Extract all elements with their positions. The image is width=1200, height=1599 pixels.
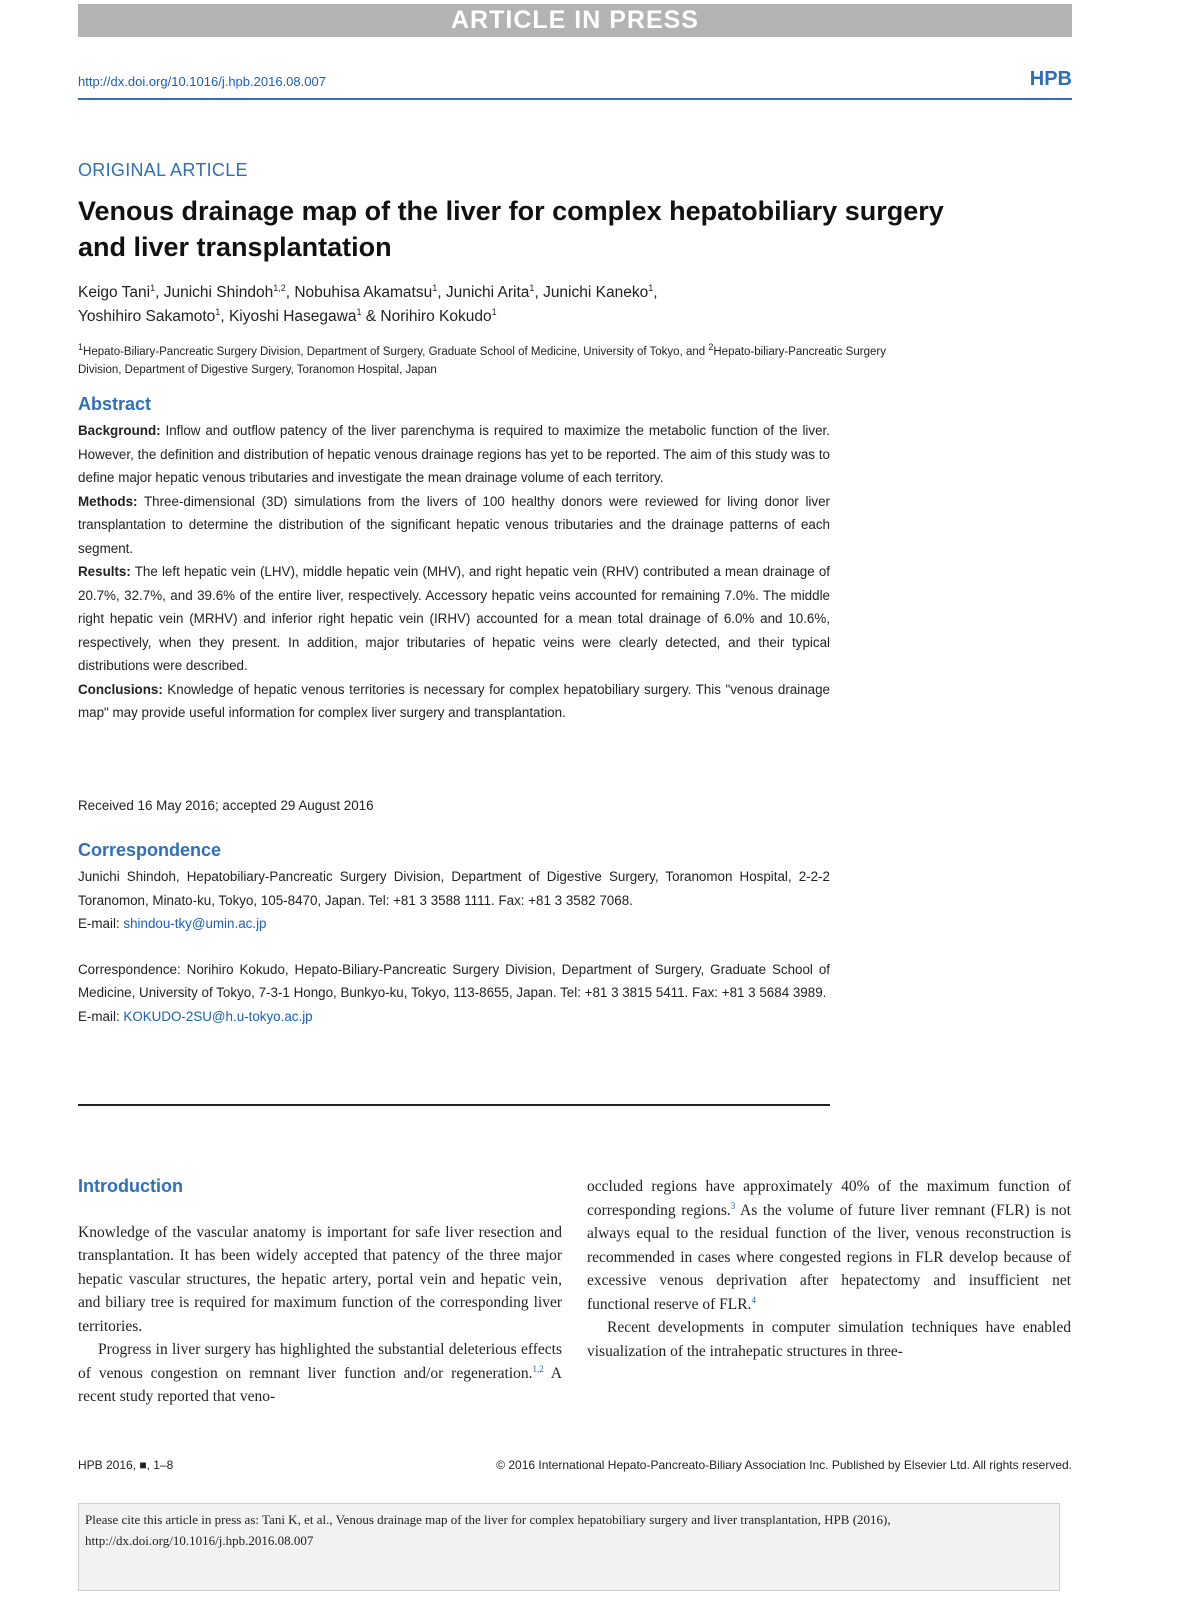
author-affiliation-mark: 1 <box>150 282 156 293</box>
author-affiliation-mark: 1 <box>356 306 362 317</box>
author-name: Keigo Tani <box>78 284 151 301</box>
author-name: Norihiro Kokudo <box>380 308 492 325</box>
conclusions-text: Knowledge of hepatic venous territories is necessary for complex hepatobiliary surgery. This "venous drainage map" may provide useful information for complex liver surgery and transplantation. <box>78 681 830 720</box>
background-text: Inflow and outflow patency of the liver parenchyma is required to maximize the metabolic function of the liver. However, the definition and distribution of hepatic venous drainage regions has yet to be reported. The aim of this study was to define major hepatic venous tributaries and investigate the mean drainage volume of each territory. <box>78 423 830 485</box>
author-affiliation-mark: 1 <box>491 306 497 317</box>
citation-text: Please cite this article in press as: Tani K, et al., Venous drainage map of the liver for complex hepatobiliary surgery and liver transplantation, HPB (2016), http://dx.doi.org/10.1016/j.hpb.2016.08.007 <box>85 1512 891 1548</box>
correspondence-email-line <box>78 912 830 936</box>
journal-name: HPB <box>1029 68 1072 90</box>
citation-box <box>78 1503 1060 1591</box>
intro-continued-text-a: occluded regions have approximately 40% of the maximum function of corresponding regions. <box>587 1178 1071 1219</box>
correspondence-email-line <box>78 1005 830 1029</box>
author-name: Junichi Shindoh <box>163 284 274 301</box>
affiliation-1: Hepato-Biliary-Pancreatic Surgery Division, Department of Surgery, Graduate School of Medicine, University of Tokyo, and <box>83 346 709 358</box>
correspondence-heading: Correspondence <box>78 840 222 860</box>
abstract-divider <box>78 1104 830 1106</box>
reference-link[interactable]: 4 <box>751 1294 756 1305</box>
abstract-background <box>78 419 830 490</box>
affiliations <box>78 343 930 379</box>
body-column-left <box>78 1175 562 1409</box>
article-type: ORIGINAL ARTICLE <box>78 160 248 180</box>
intro-paragraph-3: Recent developments in computer simulation techniques have enabled visualization of the intrahepatic structures in three- <box>587 1319 1071 1360</box>
intro-paragraph-2 <box>78 1338 562 1409</box>
abstract-conclusions <box>78 678 830 725</box>
author-affiliation-mark: 1,2 <box>273 282 286 293</box>
doi-link[interactable]: http://dx.doi.org/10.1016/j.hpb.2016.08.007 <box>78 74 326 89</box>
methods-text: Three-dimensional (3D) simulations from the livers of 100 healthy donors were reviewed for living donor liver transplantation to determine the distribution of the significant hepatic venous tributaries and the drainage patterns of each segment. <box>78 493 830 556</box>
methods-label: Methods: <box>78 493 138 509</box>
body-column-right <box>587 1175 1071 1363</box>
results-label: Results: <box>78 564 131 579</box>
affiliation-mark: 1 <box>78 342 84 353</box>
author-list: Keigo Tani$^1$, Junichi Shindoh$^{1,2}$, Nobuhisa Akamatsu$^1$, Junichi Arita$^1$, Junichi Kaneko$^1$, Yoshihiro Sakamoto$^1$, Kiyoshi Hasegawa$^1$ & Norihiro Kokudo$^1$ <box>78 282 658 325</box>
intro-paragraph-2-text: Progress in liver surgery has highlighted the substantial deleterious effects of venous congestion on remnant liver function and/or regeneration. <box>78 1341 562 1382</box>
author-affiliation-mark: 1 <box>648 282 654 293</box>
intro-continued-text-b: As the volume of future liver remnant (FLR) is not always equal to the residual function of the liver, venous reconstruction is recommended in cases where congested regions in FLR develop because of excessive venous deprivation after hepatectomy and insufficient net functional reserve of FLR. <box>587 1201 1071 1313</box>
affiliation-mark: 2 <box>708 342 714 353</box>
article-title: Venous drainage map of the liver for complex hepatobiliary surgery and liver transplantation <box>78 196 944 262</box>
intro-paragraph-continued <box>587 1175 1071 1316</box>
abstract-section <box>78 394 830 725</box>
author-affiliation-mark: 1 <box>215 306 221 317</box>
received-dates: Received 16 May 2016; accepted 29 August 2016 <box>78 798 374 813</box>
author-name: Nobuhisa Akamatsu <box>294 284 433 301</box>
email-link-kokudo[interactable]: KOKUDO-2SU@h.u-tokyo.ac.jp <box>123 1008 313 1024</box>
reference-link[interactable]: 1,2 <box>532 1363 544 1374</box>
abstract-heading: Abstract <box>78 394 152 414</box>
correspondence-section <box>78 840 830 1028</box>
introduction-heading: Introduction <box>78 1176 183 1196</box>
email-label: E-mail: <box>78 1008 124 1024</box>
correspondence-first: Junichi Shindoh, Hepatobiliary-Pancreatic Surgery Division, Department of Digestive Surgery, Toranomon Hospital, 2-2-2 Toranomon, Minato-ku, Tokyo, 105-8470, Japan. Tel: +81 3 3588 1111. Fax: +81 3 3582 7068. <box>78 869 830 908</box>
spacer <box>78 936 830 958</box>
correspondence-second: Correspondence: Norihiro Kokudo, Hepato-Biliary-Pancreatic Surgery Division, Department of Surgery, Graduate School of Medicine, University of Tokyo, 7-3-1 Hongo, Bunkyo-ku, Tokyo, 113-8655, Japan. Tel: +81 3 3815 5411. Fax: +81 3 5684 3989. <box>78 961 830 1000</box>
author-affiliation-mark: 1 <box>529 282 535 293</box>
author-name: Junichi Arita <box>445 284 530 301</box>
results-text: The left hepatic vein (LHV), middle hepatic vein (MHV), and right hepatic vein (RHV) contributed a mean drainage of 20.7%, 32.7%, and 39.6% of the entire liver, respectively. Accessory hepatic veins accounted for remaining 7.0%. The middle right hepatic vein (MRHV) and inferior right hepatic vein (IRHV) accounted for a mean total drainage of 6.0% and 10.6%, respectively, when they present. In addition, major tributaries of hepatic veins were clearly detected, and their typical distributions were described. <box>78 564 830 673</box>
intro-paragraph-1: Knowledge of the vascular anatomy is important for safe liver resection and transplantation. It has been widely accepted that patency of the three major hepatic vascular structures, the hepatic artery, portal vein and hepatic vein, and biliary tree is required for maximum function of the corresponding liver territories. <box>78 1223 562 1335</box>
author-name: Yoshihiro Sakamoto <box>78 308 216 325</box>
conclusions-label: Conclusions: <box>78 681 163 697</box>
article-in-press-banner: ARTICLE IN PRESS <box>78 4 1072 37</box>
affiliation-2: Hepato-biliary-Pancreatic Surgery Division, Department of Digestive Surgery, Toranomon Hospital, Japan <box>78 346 886 376</box>
email-link-shindoh[interactable]: shindou-tky@umin.ac.jp <box>123 916 267 931</box>
reference-link[interactable]: 3 <box>730 1200 736 1211</box>
abstract-methods <box>78 490 830 561</box>
footer-journal-info: HPB 2016, ■, 1–8 <box>78 1458 174 1472</box>
author-name: Junichi Kaneko <box>543 284 649 301</box>
background-label: Background: <box>78 423 161 438</box>
intro-paragraph-2-tail: A recent study reported that veno- <box>78 1364 562 1405</box>
footer-copyright: © 2016 International Hepato-Pancreato-Biliary Association Inc. Published by Elsevier Ltd. All rights reserved. <box>496 1458 1072 1472</box>
header-rule <box>78 98 1072 100</box>
author-name: Kiyoshi Hasegawa <box>228 308 357 325</box>
author-affiliation-mark: 1 <box>432 282 438 293</box>
abstract-results <box>78 560 830 678</box>
email-label: E-mail: <box>78 916 124 931</box>
